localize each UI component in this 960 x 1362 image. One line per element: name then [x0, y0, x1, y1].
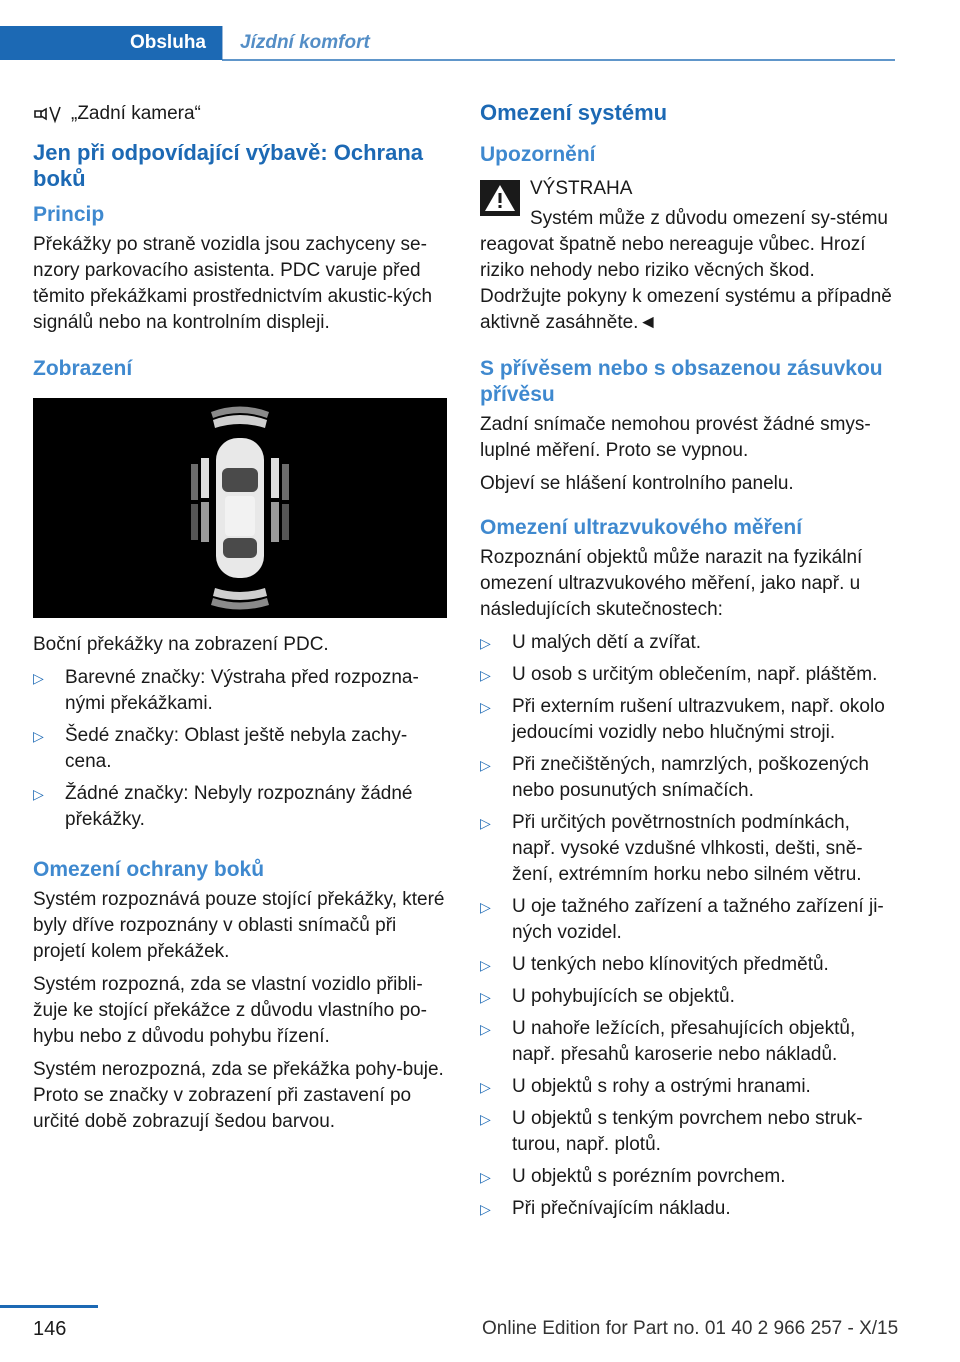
image-caption: Boční překážky na zobrazení PDC.: [33, 634, 329, 655]
bullet-triangle-icon: ▷: [480, 815, 491, 831]
ultrasonic-intro: Rozpoznání objektů může narazit na fyzikální omezení ultrazvukového měření, jako např. u následujících skutečnostech:: [480, 547, 863, 620]
bullet-triangle-icon: ▷: [33, 728, 44, 744]
marker-legend-list: [33, 665, 447, 833]
list-item: ▷ U objektů s rohy a ostrými hranami.: [480, 1074, 894, 1100]
camera-icon: [33, 103, 63, 125]
tab-obsluha[interactable]: Obsluha: [0, 26, 222, 60]
subheading-display: Zobrazení: [33, 357, 133, 380]
menu-item-label: „Zadní kamera“: [71, 103, 201, 124]
list-item: ▷ Šedé značky: Oblast ještě nebyla zachy-cena.: [33, 725, 408, 772]
bullet-triangle-icon: ▷: [480, 1111, 491, 1127]
subheading-warning: Upozornění: [480, 143, 596, 166]
bullet-triangle-icon: ▷: [33, 786, 44, 802]
principle-text: Překážky po straně vozidla jsou zachyceny se-nzory parkovacího asistenta. PDC varuje před těmito překážkami prostřednictvím akustic-kých signálů nebo na kontrolním displeji.: [33, 234, 433, 333]
bullet-triangle-icon: ▷: [480, 635, 491, 651]
tab-jizdni-komfort[interactable]: Jízdní komfort: [240, 32, 370, 53]
menu-item-rear-camera: [33, 100, 447, 128]
footer-rule: [0, 1305, 98, 1308]
page-number: 146: [33, 1318, 67, 1340]
limits-paragraph-3: Systém nerozpozná, zda se překážka pohy-buje. Proto se značky v zobrazení při zastavení po určité době zobrazují šedou barvou.: [33, 1059, 444, 1132]
list-item: ▷ U objektů s porézním povrchem.: [480, 1164, 894, 1190]
tab-separator: [222, 26, 223, 60]
bullet-triangle-icon: ▷: [480, 699, 491, 715]
list-item: ▷ U nahoře ležících, přesahujících objektů, např. přesahů karoserie nebo nákladů.: [480, 1018, 856, 1065]
list-item: ▷ U osob s určitým oblečením, např. pláštěm.: [480, 662, 894, 688]
section-heading-system-limits: Omezení systému: [480, 100, 668, 125]
warning-title: VÝSTRAHA: [530, 178, 633, 199]
bullet-triangle-icon: ▷: [480, 989, 491, 1005]
bullet-triangle-icon: ▷: [480, 1201, 491, 1217]
ultrasonic-limits-list: [480, 630, 894, 1222]
list-item: ▷ U tenkých nebo klínovitých předmětů.: [480, 952, 894, 978]
edition-note: Online Edition for Part no. 01 40 2 966 257 - X/15: [482, 1318, 899, 1339]
subheading-principle: Princip: [33, 203, 105, 226]
pdc-side-protection-image: [33, 398, 447, 618]
warning-block: [480, 176, 894, 336]
bullet-triangle-icon: ▷: [480, 667, 491, 683]
bullet-triangle-icon: ▷: [480, 1079, 491, 1095]
list-item: ▷ U pohybujících se objektů.: [480, 984, 894, 1010]
list-item: ▷ Při znečištěných, namrzlých, poškozených nebo posunutých snímačích.: [480, 754, 869, 801]
limits-paragraph-2: Systém rozpozná, zda se vlastní vozidlo přibli-žuje ke stojící překážce z důvodu vlastního po-hybu nebo z důvodu pohybu řízení.: [33, 974, 427, 1047]
list-item: ▷ U objektů s tenkým povrchem nebo struk-turou, např. plotů.: [480, 1108, 863, 1155]
list-item: ▷ Při přečnívajícím nákladu.: [480, 1196, 894, 1222]
header-rule: [222, 59, 895, 61]
header-tabs: [0, 26, 895, 62]
warning-icon: [480, 180, 520, 216]
bullet-triangle-icon: ▷: [33, 670, 44, 686]
list-item: ▷ U oje tažného zařízení a tažného zařízení ji-ných vozidel.: [480, 896, 884, 943]
right-column: [480, 100, 894, 1228]
trailer-paragraph-1: Zadní snímače nemohou provést žádné smys-luplné měření. Proto se vypnou.: [480, 414, 871, 461]
bullet-triangle-icon: ▷: [480, 899, 491, 915]
list-item: ▷ Barevné značky: Výstraha před rozpozna-nými překážkami.: [33, 667, 419, 714]
section-heading-side-protection: Jen při odpovídající výbavě: Ochrana boků: [33, 140, 424, 191]
limits-paragraph-1: Systém rozpoznává pouze stojící překážky, které byly dříve rozpoznány v oblasti snímačů při projetí kolem překážek.: [33, 889, 445, 962]
bullet-triangle-icon: ▷: [480, 1169, 491, 1185]
list-item: ▷ Při externím rušení ultrazvukem, např. okolo jedoucími vozidly nebo hlučnými stroji.: [480, 696, 885, 743]
warning-body: Systém může z důvodu omezení sy-stému reagovat špatně nebo nereaguje vůbec. Hrozí riziko nehody nebo riziko věcných škod. Dodržujte pokyny k omezení systému a případně aktivně zasáhněte.◄: [480, 208, 892, 333]
list-item: ▷ Při určitých povětrnostních podmínkách, např. vysoké vzdušné vlhkosti, dešti, sně-žení, extrémním horku nebo silném větru.: [480, 812, 863, 885]
subheading-ultrasonic: Omezení ultrazvukového měření: [480, 516, 803, 539]
bullet-triangle-icon: ▷: [480, 957, 491, 973]
subheading-trailer: S přívěsem nebo s obsazenou zásuvkou přívěsu: [480, 357, 883, 406]
list-item: ▷ Žádné značky: Nebyly rozpoznány žádné překážky.: [33, 783, 413, 830]
bullet-triangle-icon: ▷: [480, 1021, 491, 1037]
list-item: ▷ U malých dětí a zvířat.: [480, 630, 894, 656]
subheading-limits: Omezení ochrany boků: [33, 858, 265, 881]
bullet-triangle-icon: ▷: [480, 757, 491, 773]
left-column: [33, 100, 447, 1142]
trailer-paragraph-2: Objeví se hlášení kontrolního panelu.: [480, 473, 794, 494]
